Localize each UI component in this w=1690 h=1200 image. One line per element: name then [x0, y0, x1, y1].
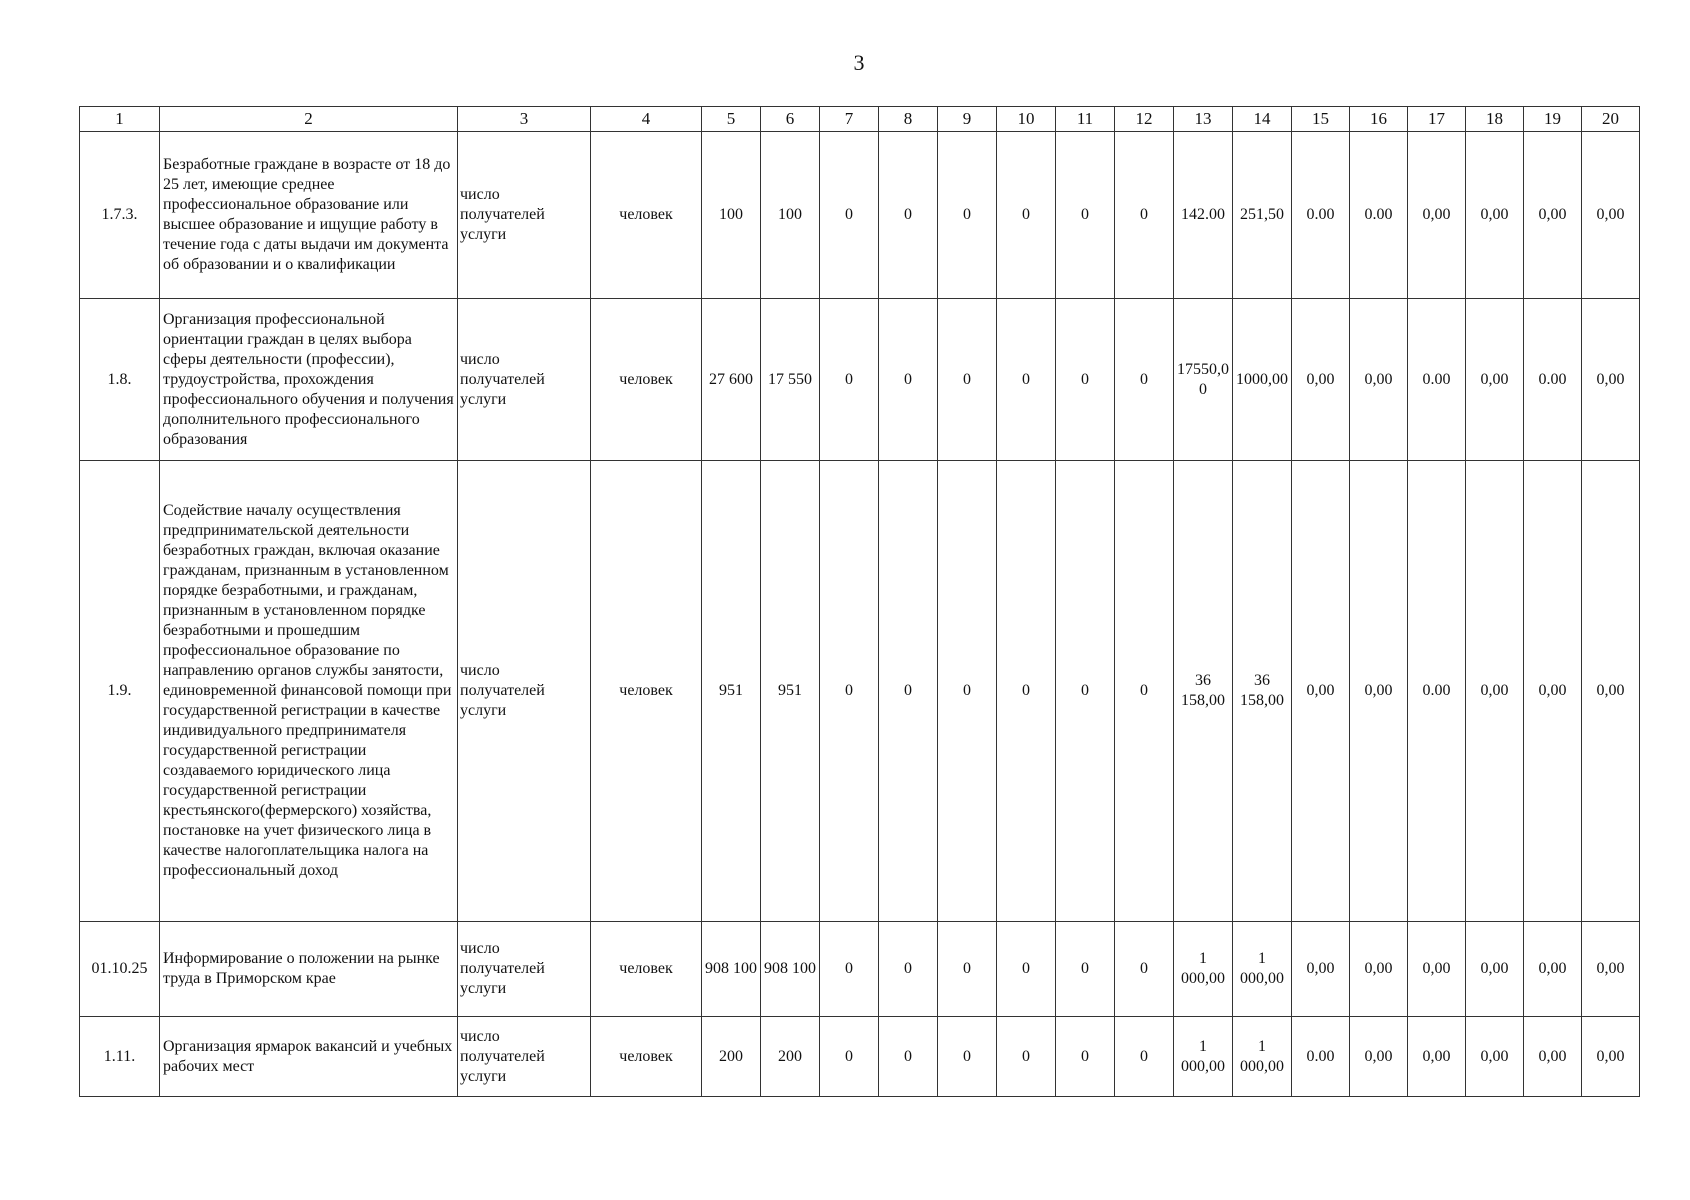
value-cell: 0 — [879, 922, 938, 1017]
column-number: 6 — [761, 107, 820, 132]
column-number: 7 — [820, 107, 879, 132]
value-cell: 1 000,00 — [1174, 922, 1233, 1017]
row-unit: человек — [591, 1017, 702, 1097]
value-cell: 0,00 — [1466, 922, 1524, 1017]
value-cell: 0 — [1056, 922, 1115, 1017]
row-description: Безработные граждане в возрасте от 18 до 25 лет, имеющие среднее профессиональное образование или высшее образование и ищущие работу в течение года с даты выдачи им документа об образовании и о квалификации — [160, 132, 458, 299]
value-cell: 0 — [1115, 132, 1174, 299]
column-number: 14 — [1233, 107, 1292, 132]
data-table — [79, 106, 1640, 1097]
value-cell: 0,00 — [1408, 132, 1466, 299]
value-cell: 0 — [997, 132, 1056, 299]
value-cell: 200 — [761, 1017, 820, 1097]
value-cell: 0 — [820, 299, 879, 461]
column-numbers-row — [80, 107, 1640, 132]
column-number: 8 — [879, 107, 938, 132]
value-cell: 0,00 — [1408, 922, 1466, 1017]
column-number: 19 — [1524, 107, 1582, 132]
row-code: 1.8. — [80, 299, 160, 461]
value-cell: 0 — [1115, 461, 1174, 922]
column-number: 18 — [1466, 107, 1524, 132]
value-cell: 0,00 — [1524, 461, 1582, 922]
value-cell: 0 — [938, 1017, 997, 1097]
value-cell: 0,00 — [1582, 1017, 1640, 1097]
row-unit: человек — [591, 461, 702, 922]
table-row — [80, 299, 1640, 461]
value-cell: 0,00 — [1582, 132, 1640, 299]
value-cell: 1000,00 — [1233, 299, 1292, 461]
value-cell: 0 — [1056, 132, 1115, 299]
row-indicator: число получателей услуги — [458, 299, 591, 461]
value-cell: 0,00 — [1582, 922, 1640, 1017]
value-cell: 0,00 — [1466, 299, 1524, 461]
value-cell: 0,00 — [1350, 461, 1408, 922]
value-cell: 142.00 — [1174, 132, 1233, 299]
value-cell: 0 — [1115, 922, 1174, 1017]
value-cell: 0 — [997, 1017, 1056, 1097]
value-cell: 0,00 — [1524, 132, 1582, 299]
column-number: 16 — [1350, 107, 1408, 132]
column-number: 17 — [1408, 107, 1466, 132]
value-cell: 36 158,00 — [1174, 461, 1233, 922]
table-row — [80, 922, 1640, 1017]
value-cell: 0.00 — [1292, 132, 1350, 299]
row-indicator: число получателей услуги — [458, 922, 591, 1017]
page-number: 3 — [853, 50, 865, 75]
row-description: Содействие началу осуществления предпринимательской деятельности безработных граждан, включая оказание гражданам, признанным в установленном порядке безработными, и гражданам, признанным в установленном порядке безработными и прошедшим профессиональное образование по направлению органов службы занятости, единовременной финансовой помощи при государственной регистрации в качестве индивидуального предпринимателя государственной регистрации создаваемого юридического лица государственной регистрации крестьянского(фермерского) хозяйства, постановке на учет физического лица в качестве налогоплательщика налога на профессиональный доход — [160, 461, 458, 922]
value-cell: 0,00 — [1524, 922, 1582, 1017]
value-cell: 0,00 — [1292, 299, 1350, 461]
value-cell: 0,00 — [1466, 132, 1524, 299]
column-number: 20 — [1582, 107, 1640, 132]
value-cell: 0 — [879, 132, 938, 299]
column-number: 2 — [160, 107, 458, 132]
value-cell: 0,00 — [1292, 461, 1350, 922]
value-cell: 251,50 — [1233, 132, 1292, 299]
row-code: 01.10.25 — [80, 922, 160, 1017]
value-cell: 0 — [820, 461, 879, 922]
value-cell: 0 — [1115, 299, 1174, 461]
value-cell: 0.00 — [1524, 299, 1582, 461]
column-number: 10 — [997, 107, 1056, 132]
row-code: 1.9. — [80, 461, 160, 922]
value-cell: 0,00 — [1408, 1017, 1466, 1097]
row-description: Организация профессиональной ориентации граждан в целях выбора сферы деятельности (профессии), трудоустройства, прохождения профессионального обучения и получения дополнительного профессионального образования — [160, 299, 458, 461]
row-unit: человек — [591, 922, 702, 1017]
value-cell: 1 000,00 — [1174, 1017, 1233, 1097]
value-cell: 0 — [879, 299, 938, 461]
value-cell: 0,00 — [1466, 1017, 1524, 1097]
value-cell: 0 — [1115, 1017, 1174, 1097]
value-cell: 17 550 — [761, 299, 820, 461]
column-number: 3 — [458, 107, 591, 132]
row-code: 1.7.3. — [80, 132, 160, 299]
value-cell: 0,00 — [1292, 922, 1350, 1017]
value-cell: 0 — [938, 461, 997, 922]
row-indicator: число получателей услуги — [458, 461, 591, 922]
column-number: 1 — [80, 107, 160, 132]
value-cell: 1 000,00 — [1233, 1017, 1292, 1097]
column-number: 9 — [938, 107, 997, 132]
row-indicator: число получателей услуги — [458, 132, 591, 299]
value-cell: 27 600 — [702, 299, 761, 461]
value-cell: 0 — [938, 132, 997, 299]
value-cell: 0,00 — [1466, 461, 1524, 922]
column-number: 15 — [1292, 107, 1350, 132]
value-cell: 0,00 — [1582, 299, 1640, 461]
value-cell: 0 — [1056, 461, 1115, 922]
value-cell: 908 100 — [761, 922, 820, 1017]
table-row — [80, 1017, 1640, 1097]
value-cell: 0 — [879, 1017, 938, 1097]
row-description: Информирование о положении на рынке труда в Приморском крае — [160, 922, 458, 1017]
value-cell: 17550,00 — [1174, 299, 1233, 461]
value-cell: 0,00 — [1582, 461, 1640, 922]
value-cell: 0 — [820, 132, 879, 299]
column-number: 11 — [1056, 107, 1115, 132]
value-cell: 100 — [761, 132, 820, 299]
row-unit: человек — [591, 299, 702, 461]
row-code: 1.11. — [80, 1017, 160, 1097]
value-cell: 0,00 — [1350, 1017, 1408, 1097]
value-cell: 1 000,00 — [1233, 922, 1292, 1017]
value-cell: 0,00 — [1350, 922, 1408, 1017]
value-cell: 0 — [879, 461, 938, 922]
value-cell: 0 — [938, 922, 997, 1017]
value-cell: 951 — [702, 461, 761, 922]
value-cell: 0,00 — [1524, 1017, 1582, 1097]
table-row — [80, 132, 1640, 299]
value-cell: 0 — [997, 299, 1056, 461]
value-cell: 36 158,00 — [1233, 461, 1292, 922]
value-cell: 0 — [820, 922, 879, 1017]
value-cell: 0 — [997, 922, 1056, 1017]
table-row — [80, 461, 1640, 922]
column-number: 13 — [1174, 107, 1233, 132]
value-cell: 0.00 — [1292, 1017, 1350, 1097]
row-unit: человек — [591, 132, 702, 299]
value-cell: 951 — [761, 461, 820, 922]
value-cell: 0 — [1056, 1017, 1115, 1097]
row-description: Организация ярмарок вакансий и учебных рабочих мест — [160, 1017, 458, 1097]
value-cell: 0.00 — [1408, 299, 1466, 461]
row-indicator: число получателей услуги — [458, 1017, 591, 1097]
value-cell: 0 — [820, 1017, 879, 1097]
column-number: 5 — [702, 107, 761, 132]
value-cell: 0.00 — [1408, 461, 1466, 922]
value-cell: 0.00 — [1350, 132, 1408, 299]
value-cell: 0 — [1056, 299, 1115, 461]
value-cell: 200 — [702, 1017, 761, 1097]
value-cell: 100 — [702, 132, 761, 299]
value-cell: 0,00 — [1350, 299, 1408, 461]
value-cell: 908 100 — [702, 922, 761, 1017]
value-cell: 0 — [997, 461, 1056, 922]
value-cell: 0 — [938, 299, 997, 461]
column-number: 12 — [1115, 107, 1174, 132]
column-number: 4 — [591, 107, 702, 132]
